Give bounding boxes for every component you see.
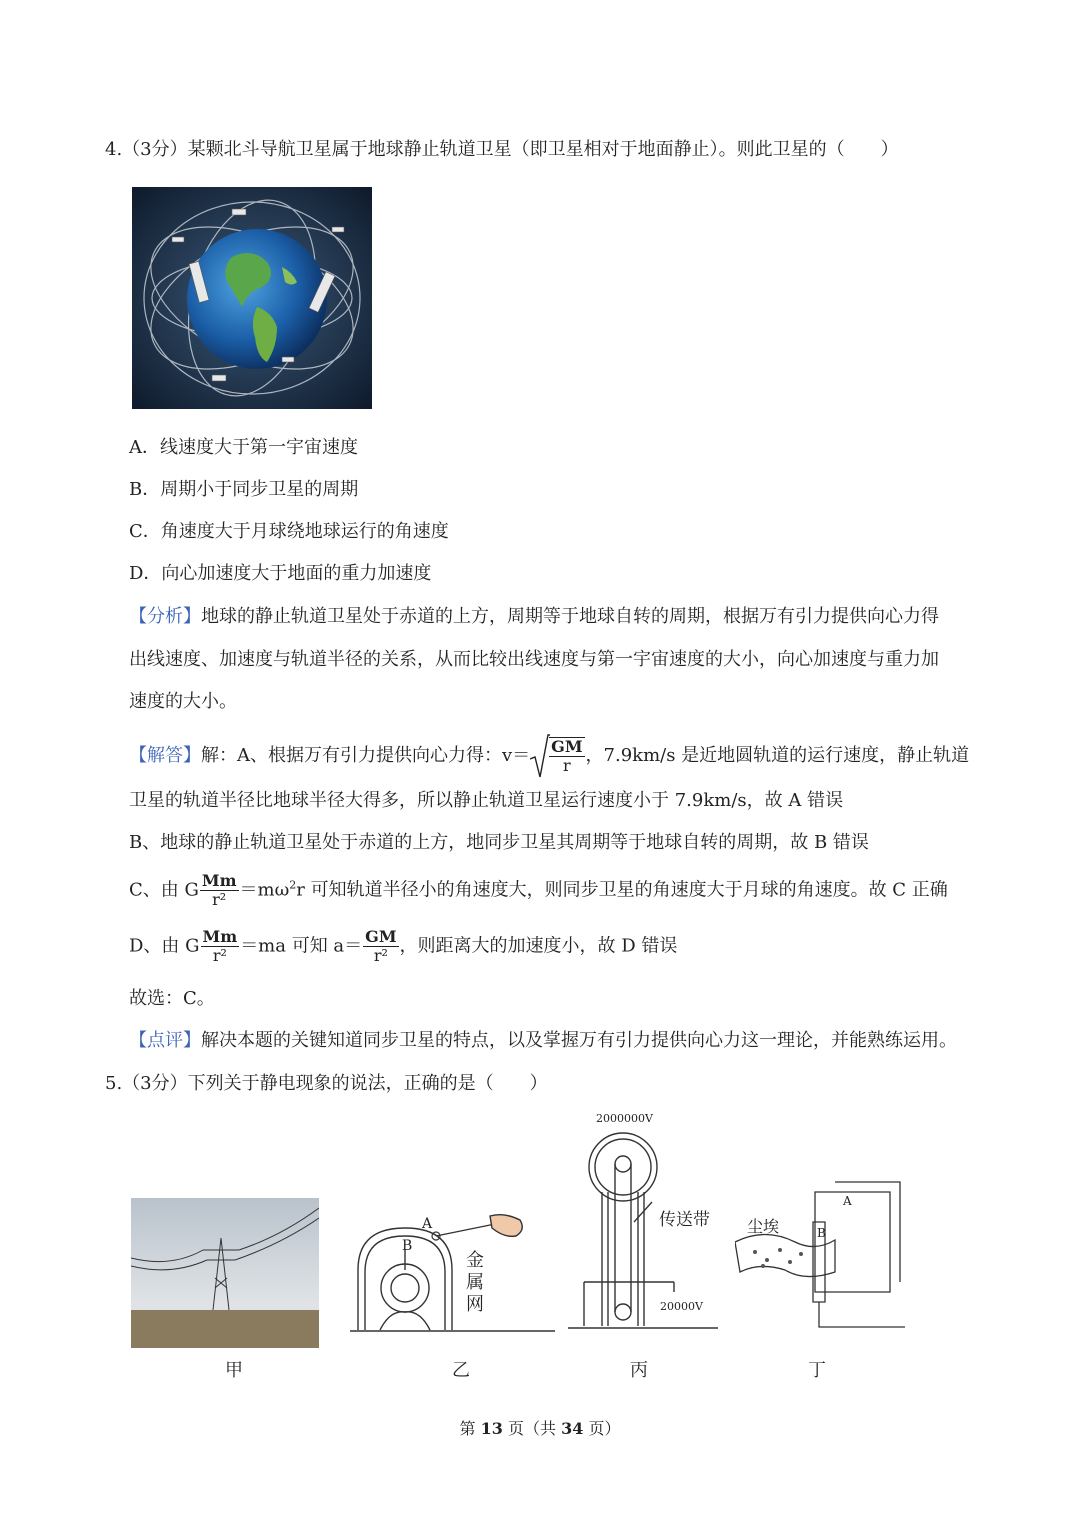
option-b: B．周期小于同步卫星的周期 xyxy=(129,479,359,500)
answer-line-3: B、地球的静止轨道卫星处于赤道的上方，地同步卫星其周期等于地球自转的周期，故 B 错误 xyxy=(129,832,869,853)
caption-jia: 甲 xyxy=(225,1360,243,1381)
answer-tag: 【解答】 xyxy=(129,745,201,766)
caption-ding: 丁 xyxy=(808,1360,826,1381)
option-d: D．向心加速度大于地面的重力加速度 xyxy=(129,563,432,584)
question-5-stem: 5.（3分）下列关于静电现象的说法，正确的是（ ） xyxy=(105,1073,548,1094)
analysis-line-3: 速度的大小。 xyxy=(129,691,237,712)
plate-b-label: B xyxy=(817,1226,826,1240)
dust-label: 尘埃 xyxy=(747,1217,780,1236)
option-a: A．线速度大于第一宇宙速度 xyxy=(129,437,358,458)
caption-bing: 丙 xyxy=(630,1360,648,1381)
fraction-mm-r2: $\frac{Mm}{\text{r²}}$ xyxy=(201,871,237,909)
option-c: C．角速度大于月球绕地球运行的角速度 xyxy=(129,521,449,542)
fraction-gm-r2: $\frac{GM}{\text{r²}}$ xyxy=(365,927,397,965)
analysis-tag: 【分析】 xyxy=(129,606,201,627)
faraday-cage-diagram xyxy=(350,1210,555,1335)
top-voltage: 2000000V xyxy=(596,1112,653,1125)
electrostatic-precipitator-diagram xyxy=(735,1172,905,1332)
comment-tag: 【点评】 xyxy=(129,1030,201,1051)
answer-line-d: D、由 G $\frac{Mm}{\text{r²}}$ ＝ma 可知 a＝ $\frac{GM}{\text{r²}}$ ，则距离大的加速度小，故 D 错误 xyxy=(129,927,678,965)
page-footer: 第 13 页（共 34 页） xyxy=(459,1419,621,1438)
answer-line-1: 【解答】解：A、根据万有引力提供向心力得：v＝ $\frac{GM}{r}$ ，7.9km/s 是近地圆轨道的运行速度，静止轨道 xyxy=(129,737,970,775)
current-page: 13 xyxy=(480,1419,503,1438)
sqrt-numerator: GM xyxy=(551,737,583,756)
fraction-mm-r2-d: $\frac{Mm}{\text{r²}}$ xyxy=(202,927,238,965)
metal-net-label: 金属网 xyxy=(466,1250,484,1315)
label-b: B xyxy=(402,1238,413,1254)
answer-choice: 故选：C。 xyxy=(129,988,215,1009)
sqrt-expression xyxy=(530,737,585,775)
power-tower-photo xyxy=(131,1198,319,1348)
belt-label: 传送带 xyxy=(659,1210,710,1230)
caption-yi: 乙 xyxy=(452,1360,470,1381)
comment-line: 【点评】解决本题的关键知道同步卫星的特点，以及掌握万有引力提供向心力这一理论，并能熟练运用。 xyxy=(129,1030,957,1051)
total-pages: 34 xyxy=(561,1419,584,1438)
sqrt-denominator: r xyxy=(563,756,571,775)
plate-a-label: A xyxy=(843,1194,852,1208)
bottom-voltage: 20000V xyxy=(660,1300,703,1313)
answer-line-c: C、由 G $\frac{Mm}{\text{r²}}$ $=m\omega^2r$ 可知轨道半径小的角速度大，则同步卫星的角速度大于月球的角速度。故 C 正确 xyxy=(129,871,948,909)
label-a: A xyxy=(422,1216,433,1232)
analysis-line-2: 出线速度、加速度与轨道半径的关系，从而比较出线速度与第一宇宙速度的大小，向心加速度与重力加 xyxy=(129,649,939,670)
analysis-line-1: 【分析】地球的静止轨道卫星处于赤道的上方，周期等于地球自转的周期，根据万有引力提供向心力得 xyxy=(129,606,939,627)
answer-line-2: 卫星的轨道半径比地球半径大得多，所以静止轨道卫星运行速度小于 7.9km/s，故 A 错误 xyxy=(129,790,844,811)
van-de-graaff-diagram xyxy=(568,1112,718,1334)
question-4-stem: 4.（3分）某颗北斗导航卫星属于地球静止轨道卫星（即卫星相对于地面静止）。则此卫星的（ ） xyxy=(105,139,899,160)
satellite-earth-image xyxy=(132,187,372,409)
